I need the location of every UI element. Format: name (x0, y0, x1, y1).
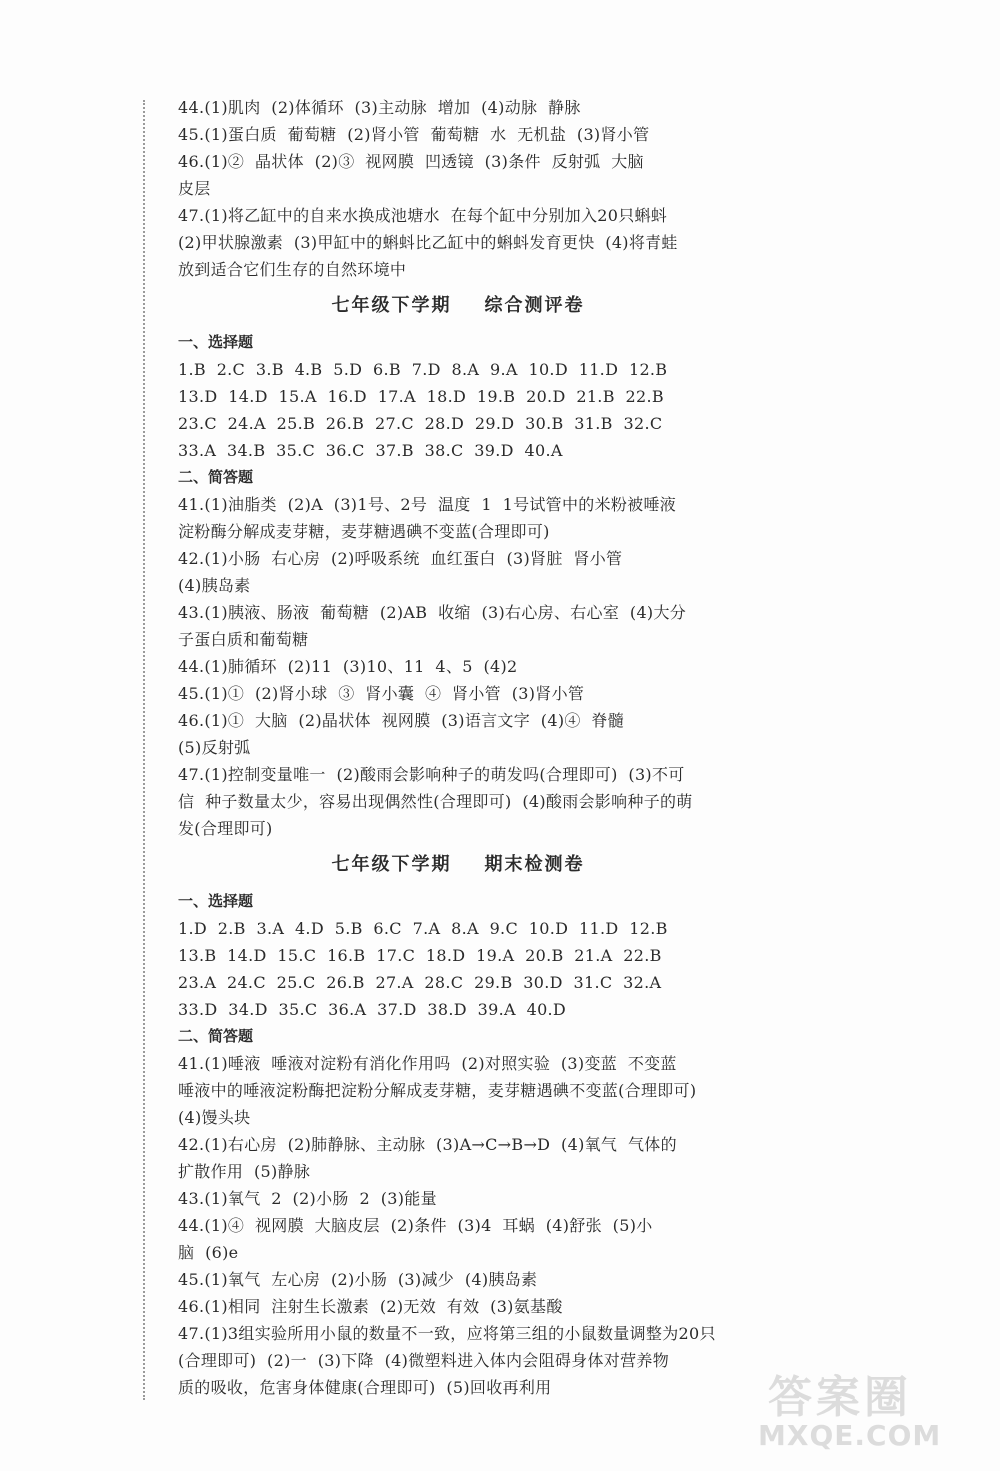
answer-content (178, 94, 738, 1401)
part1-answers (178, 94, 738, 283)
answer-line: (2)甲状腺激素 (3)甲缸中的蝌蚪比乙缸中的蝌蚪发育更快 (4)将青蛙 (178, 233, 678, 252)
answer-line: 放到适合它们生存的自然环境中 (178, 260, 407, 279)
choice-answer-line: 1.D 2.B 3.A 4.D 5.B 6.C 7.A 8.A 9.C 10.D 11.D 12.B (178, 919, 668, 938)
short-answer-line: 唾液中的唾液淀粉酶把淀粉分解成麦芽糖，麦芽糖遇碘不变蓝(合理即可) (178, 1081, 697, 1100)
short-answer-line: 41.(1)唾液 唾液对淀粉有消化作用吗 (2)对照实验 (3)变蓝 不变蓝 (178, 1054, 677, 1073)
short-answer-line: (4)胰岛素 (178, 576, 251, 595)
short-answer-heading: 二、简答题 (178, 468, 254, 486)
short-answer-line: (4)馒头块 (178, 1108, 251, 1127)
answer-line: 皮层 (178, 179, 211, 198)
answer-line: 45.(1)蛋白质 葡萄糖 (2)肾小管 葡萄糖 水 无机盐 (3)肾小管 (178, 125, 650, 144)
short-answer-line: (5)反射弧 (178, 738, 251, 757)
choice-answer-line: 1.B 2.C 3.B 4.B 5.D 6.B 7.D 8.A 9.A 10.D 11.D 12.B (178, 360, 668, 379)
choice-heading: 一、选择题 (178, 892, 254, 910)
short-answer-line: 45.(1)① (2)肾小球 ③ 肾小囊 ④ 肾小管 (3)肾小管 (178, 684, 585, 703)
site-watermark (748, 1361, 978, 1461)
short-answer-line: (合理即可) (2)一 (3)下降 (4)微塑料进入体内会阻碍身体对营养物 (178, 1351, 669, 1370)
section-title-comprehensive: 七年级下学期 综合测评卷 (331, 295, 585, 316)
short-answer-line: 45.(1)氧气 左心房 (2)小肠 (3)减少 (4)胰岛素 (178, 1270, 538, 1289)
short-answer-line: 信 种子数量太少，容易出现偶然性(合理即可) (4)酸雨会影响种子的萌 (178, 792, 693, 811)
short-answer-line: 41.(1)油脂类 (2)A (3)1号、2号 温度 1 1号试管中的米粉被唾液 (178, 495, 677, 514)
answer-line: 44.(1)肌肉 (2)体循环 (3)主动脉 增加 (4)动脉 静脉 (178, 98, 581, 117)
short-answer-line: 扩散作用 (5)静脉 (178, 1162, 311, 1181)
section-title-final-exam: 七年级下学期 期末检测卷 (331, 854, 585, 875)
choice-answer-line: 33.D 34.D 35.C 36.A 37.D 38.D 39.A 40.D (178, 1000, 567, 1019)
short-answer-heading: 二、简答题 (178, 1027, 254, 1045)
short-answer-line: 发(合理即可) (178, 819, 273, 838)
short-answer-line: 44.(1)④ 视网膜 大脑皮层 (2)条件 (3)4 耳蜗 (4)舒张 (5)小 (178, 1216, 653, 1235)
short-answer-line: 44.(1)肺循环 (2)11 (3)10、11 4、5 (4)2 (178, 657, 518, 676)
binding-margin-line (143, 100, 145, 1400)
choice-answer-line: 13.B 14.D 15.C 16.B 17.C 18.D 19.A 20.B 21.A 22.B (178, 946, 662, 965)
short-answer-line: 47.(1)3组实验所用小鼠的数量不一致，应将第三组的小鼠数量调整为20只 (178, 1324, 716, 1343)
short-answer-line: 脑 (6)e (178, 1243, 239, 1262)
short-answer-line: 43.(1)氧气 2 (2)小肠 2 (3)能量 (178, 1189, 437, 1208)
short-answer-line: 46.(1)① 大脑 (2)晶状体 视网膜 (3)语言文字 (4)④ 脊髓 (178, 711, 625, 730)
choice-answer-line: 23.C 24.A 25.B 26.B 27.C 28.D 29.D 30.B 31.B 32.C (178, 414, 663, 433)
short-answer-line: 42.(1)小肠 右心房 (2)呼吸系统 血红蛋白 (3)肾脏 肾小管 (178, 549, 623, 568)
answer-line: 47.(1)将乙缸中的自来水换成池塘水 在每个缸中分别加入20只蝌蚪 (178, 206, 668, 225)
choice-answer-line: 33.A 34.B 35.C 36.C 37.B 38.C 39.D 40.A (178, 441, 563, 460)
choice-answer-line: 13.D 14.D 15.A 16.D 17.A 18.D 19.B 20.D 21.B 22.B (178, 387, 664, 406)
choice-heading: 一、选择题 (178, 333, 254, 351)
choice-answer-line: 23.A 24.C 25.C 26.B 27.A 28.C 29.B 30.D 31.C 32.A (178, 973, 662, 992)
short-answer-line: 47.(1)控制变量唯一 (2)酸雨会影响种子的萌发吗(合理即可) (3)不可 (178, 765, 685, 784)
short-answer-line: 43.(1)胰液、肠液 葡萄糖 (2)AB 收缩 (3)右心房、右心室 (4)大分 (178, 603, 687, 622)
short-answer-line: 质的吸收，危害身体健康(合理即可) (5)回收再利用 (178, 1378, 552, 1397)
answer-line: 46.(1)② 晶状体 (2)③ 视网膜 凹透镜 (3)条件 反射弧 大脑 (178, 152, 644, 171)
short-answer-line: 子蛋白质和葡萄糖 (178, 630, 309, 649)
short-answer-line: 淀粉酶分解成麦芽糖，麦芽糖遇碘不变蓝(合理即可) (178, 522, 550, 541)
short-answer-line: 46.(1)相同 注射生长激素 (2)无效 有效 (3)氨基酸 (178, 1297, 563, 1316)
watermark-url: MXQE.COM (758, 1419, 942, 1452)
watermark-logo-text: 答案圈 (768, 1372, 912, 1423)
short-answer-line: 42.(1)右心房 (2)肺静脉、主动脉 (3)A→C→B→D (4)氧气 气体的 (178, 1135, 677, 1154)
